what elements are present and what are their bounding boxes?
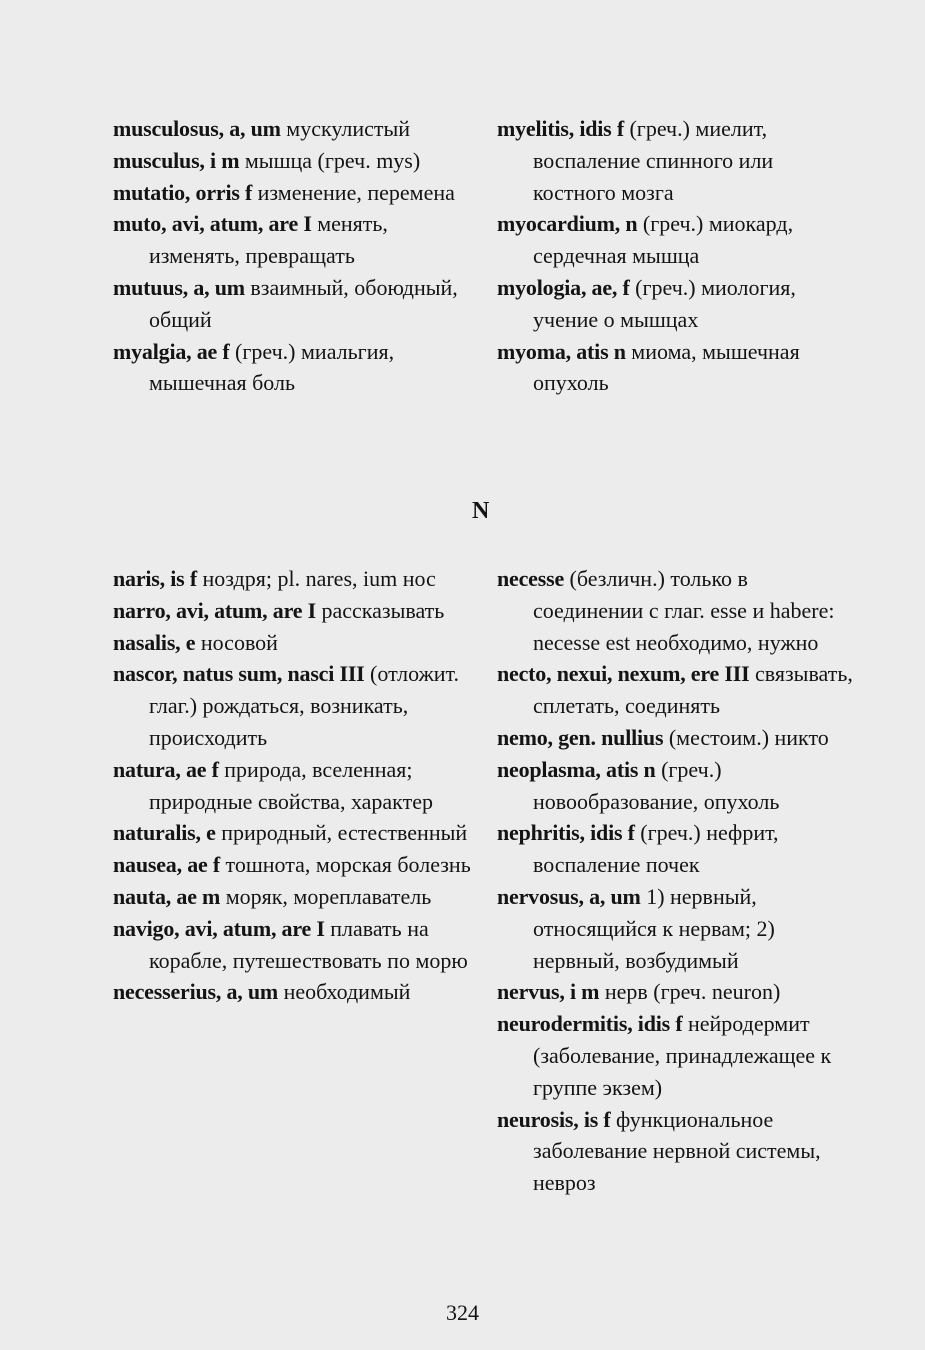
dictionary-entry (113, 976, 473, 1008)
dictionary-entry (113, 913, 473, 977)
headword: neoplasma, atis n (497, 756, 656, 782)
dictionary-entry (497, 336, 857, 400)
section-letter: N (472, 498, 490, 524)
dictionary-entry (497, 881, 857, 976)
dictionary-entry (497, 1008, 857, 1103)
definition: (безличн.) только в соединении с глаг. esse и habere: necesse est необходимо, нужно (533, 566, 835, 655)
definition: миома, мышечная опухоль (533, 338, 800, 396)
definition: моряк, мореплаватель (220, 883, 432, 909)
definition: (греч.) новообразование, опухоль (533, 756, 780, 814)
headword: natura, ae f (113, 756, 219, 782)
headword: musculosus, a, um (113, 116, 281, 141)
dictionary-entry (497, 563, 857, 658)
headword: navigo, avi, atum, are I (113, 915, 325, 941)
definition: носовой (195, 629, 278, 655)
dictionary-entry (113, 113, 473, 145)
headword: neurodermitis, idis f (497, 1011, 683, 1037)
definition: (греч.) нефрит, воспаление почек (533, 820, 779, 878)
dictionary-entry (497, 817, 857, 881)
dictionary-entry (113, 563, 473, 595)
headword: myocardium, n (497, 211, 638, 237)
headword: necesserius, a, um (113, 979, 279, 1005)
headword: myelitis, idis f (497, 116, 624, 141)
dictionary-entry (113, 754, 473, 818)
headword: nascor, natus sum, nasci III (113, 661, 365, 687)
definition: тошнота, морская болезнь (220, 852, 471, 878)
dictionary-entry (113, 849, 473, 881)
headword: nasalis, e (113, 629, 196, 655)
headword: necto, nexui, nexum, ere III (497, 661, 750, 687)
page-number: 324 (446, 1300, 479, 1325)
headword: nephritis, idis f (497, 820, 635, 846)
definition: изменение, перемена (252, 179, 455, 205)
dictionary-entry (497, 272, 857, 336)
dictionary-entry (113, 658, 473, 753)
dictionary-entry (113, 336, 473, 400)
headword: narro, avi, atum, are I (113, 597, 316, 623)
headword: nausea, ae f (113, 852, 220, 878)
definition: менять, изменять, превращать (149, 211, 388, 269)
left-column-top (113, 113, 473, 399)
headword: myologia, ae, f (497, 274, 630, 300)
definition: нейродермит (заболевание, принадлежащее к группе экзем) (533, 1011, 832, 1100)
definition: (греч.) миальгия, мышечная боль (149, 338, 395, 396)
dictionary-entry (113, 881, 473, 913)
definition: (местоим.) никто (663, 724, 829, 750)
headword: myalgia, ae f (113, 338, 230, 364)
headword: nauta, ae m (113, 883, 221, 909)
definition: природный, естественный (215, 820, 468, 846)
right-column-top (497, 113, 857, 399)
definition: рассказывать (315, 597, 445, 623)
definition: (отложит. глаг.) рождаться, возникать, происходить (149, 661, 460, 750)
headword: mutatio, orris f (113, 179, 253, 205)
headword: necesse (497, 566, 565, 591)
headword: mutuus, a, um (113, 274, 245, 300)
dictionary-entry (497, 113, 857, 208)
definition: взаимный, обоюдный, общий (149, 274, 458, 332)
headword: neurosis, is f (497, 1106, 611, 1132)
headword: naris, is f (113, 566, 197, 591)
headword: nervosus, a, um (497, 883, 641, 909)
headword: naturalis, e (113, 820, 216, 846)
dictionary-entry (113, 145, 473, 177)
definition: плавать на корабле, путешествовать по морю (149, 915, 468, 973)
dictionary-entry (497, 1104, 857, 1199)
definition: необходимый (278, 979, 411, 1005)
definition: мышца (греч. mys) (239, 147, 421, 173)
dictionary-entry (113, 595, 473, 627)
definition: (греч.) миокард, сердечная мышца (533, 211, 794, 269)
definition: функциональное заболевание нервной системы, невроз (533, 1106, 821, 1196)
definition: ноздря; pl. nares, ium нос (196, 566, 436, 591)
dictionary-entry (497, 208, 857, 272)
right-column-bottom (497, 563, 857, 1199)
definition: природа, вселенная; природные свойства, характер (149, 756, 433, 814)
dictionary-entry (497, 722, 857, 754)
dictionary-entry (497, 754, 857, 818)
dictionary-entry (497, 658, 857, 722)
left-column-bottom (113, 563, 473, 1008)
definition: (греч.) миелит, воспаление спинного или костного мозга (533, 116, 774, 205)
dictionary-entry (497, 976, 857, 1008)
definition: нерв (греч. neuron) (599, 979, 781, 1005)
headword: muto, avi, atum, are I (113, 211, 312, 237)
definition: (греч.) миология, учение о мышцах (533, 274, 796, 332)
dictionary-entry (113, 177, 473, 209)
definition: мускулистый (280, 116, 411, 141)
dictionary-entry (113, 208, 473, 272)
headword: musculus, i m (113, 147, 240, 173)
headword: myoma, atis n (497, 338, 626, 364)
dictionary-entry (113, 817, 473, 849)
dictionary-entry (113, 627, 473, 659)
definition: связывать, сплетать, соединять (533, 661, 853, 719)
definition: 1) нервный, относящийся к нервам; 2) нервный, возбудимый (533, 883, 775, 973)
dictionary-entry (113, 272, 473, 336)
headword: nemo, gen. nullius (497, 724, 664, 750)
headword: nervus, i m (497, 979, 600, 1005)
